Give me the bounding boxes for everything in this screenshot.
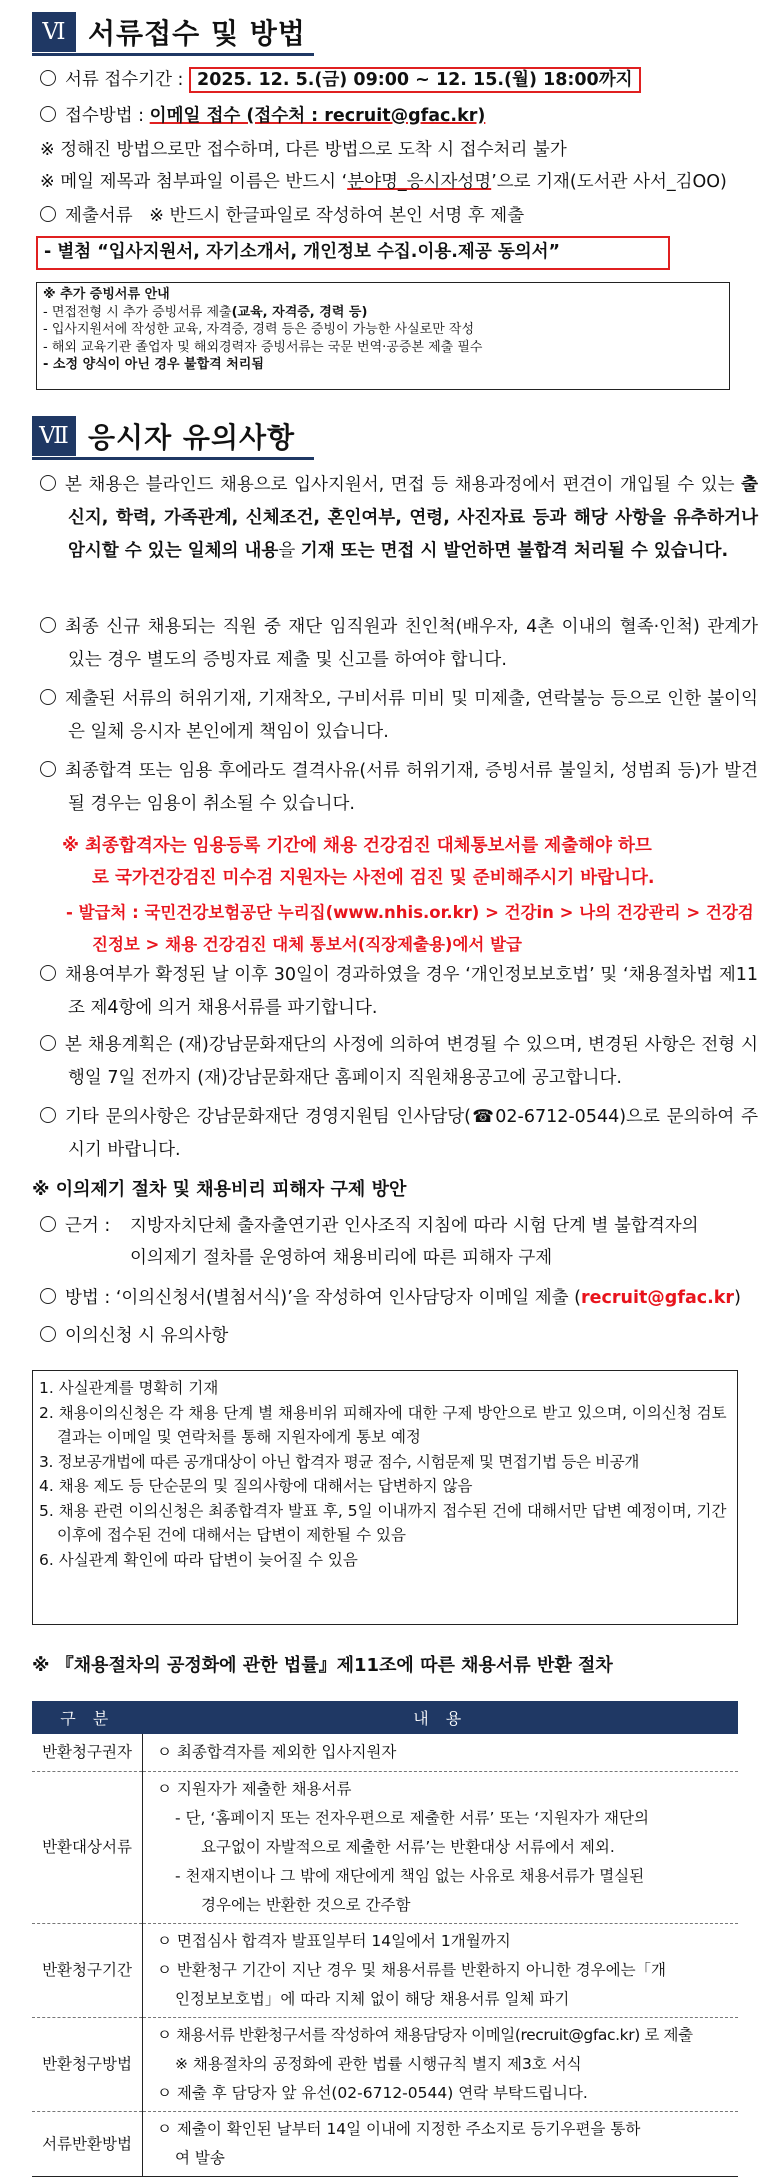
bullet-circle-icon	[40, 1216, 56, 1232]
row-value: 경우에는 반환한 것으로 간주함	[201, 1896, 411, 1914]
caution-item: 2. 채용이의신청은 각 채용 단계 별 채용비위 피해자에 대한 구제 방안으로 받고 있으며, 이의신청 검토결과는 이메일 및 연락처를 통해 지원자에게 통보 예정	[39, 1403, 727, 1446]
row-label: 서류반환방법	[32, 2112, 143, 2177]
section-6-number: Ⅵ	[32, 12, 76, 52]
row-label: 반환대상서류	[32, 1772, 143, 1924]
row-label: 반환청구권자	[32, 1734, 143, 1772]
row-value: ㅇ 제출 후 담당자 앞 유선(02-6712-0544) 연락 부탁드립니다.	[157, 2084, 588, 2102]
bullet-circle-icon	[40, 689, 56, 705]
bullet-circle-icon	[40, 70, 56, 86]
health-check-notice-line2: 로 국가건강검진 미수검 지원자는 사전에 검진 및 준비해주시기 바랍니다.	[92, 868, 655, 888]
row-value: ㅇ 채용서류 반환청구서를 작성하여 채용담당자 이메일(recruit@gfac.kr) 로 제출	[157, 2026, 693, 2044]
period-highlight-box: 2025. 12. 5.(금) 09:00 ~ 12. 15.(월) 18:00까지	[189, 67, 641, 93]
bullet-circle-icon	[40, 761, 56, 777]
bullet-circle-icon	[40, 617, 56, 633]
attachment-forms: - 별첨 “입사지원서, 자기소개서, 개인정보 수집.이용.제공 동의서”	[44, 242, 561, 262]
row-value: ㅇ 제출이 확인된 날부터 14일 이내에 지정한 주소지로 등기우편을 통하	[157, 2120, 641, 2138]
bullet-circle-icon	[40, 1288, 56, 1304]
file-naming-highlight: 분야명_응시자성명	[347, 172, 492, 192]
caution-item: 3. 정보공개법에 따른 공개대상이 아닌 합격자 평균 점수, 시험문제 및 면접기법 등은 비공개	[39, 1452, 640, 1471]
section-7-title: 응시자 유의사항	[88, 421, 296, 454]
notice-document-disposal: 채용여부가 확정된 날 이후 30일이 경과하였을 경우 ‘개인정보보호법’ 및 ‘채용절차법 제11조 제4항에 의거 채용서류를 파기합니다.	[40, 959, 758, 1025]
bullet-circle-icon	[40, 965, 56, 981]
extra-docs-item: - 소정 양식이 아닌 경우 불합격 처리됨	[43, 357, 264, 372]
caution-item: 1. 사실관계를 명확히 기재	[39, 1379, 219, 1397]
caution-item: 5. 채용 관련 이의신청은 최종합격자 발표 후, 5일 이내까지 접수된 건에 대해서만 답변 예정이며, 기간 이후에 접수된 건에 대해서는 답변이 제한될 수 있음	[39, 1501, 727, 1544]
attachment-highlight-box	[36, 236, 670, 270]
row-value: - 천재지변이나 그 밖에 재단에게 책임 없는 사유로 채용서류가 멸실된	[175, 1867, 645, 1885]
notice-disqualification: 최종합격 또는 임용 후에라도 결격사유(서류 허위기재, 증빙서류 불일치, 성범죄 등)가 발견될 경우는 임용이 취소될 수 있습니다.	[40, 755, 758, 821]
section-7-header	[32, 416, 295, 456]
objection-caution-box	[32, 1370, 738, 1625]
notice-blind-recruitment: 본 채용은 블라인드 채용으로 입사지원서, 면접 등 채용과정에서 편견이 개입될 수 있는 출신지, 학력, 가족관계, 신체조건, 혼인여부, 연령, 사진자료 등과 해당 사항을 유추하거나 암시할 수 있는 일체의 내용을 기재 또는 면접 시 발언하면 불합격 처리될 수 있습니다.	[40, 469, 758, 568]
note-method-only: ※ 정해진 방법으로만 접수하며, 다른 방법으로 도착 시 접수처리 불가	[40, 140, 567, 160]
note-file-naming: ※ 메일 제목과 첨부파일 이름은 반드시 ‘분야명_응시자성명’으로 기재(도서관 사서_김OO)	[40, 172, 727, 192]
return-title: ※ 『채용절차의 공정화에 관한 법률』제11조에 따른 채용서류 반환 절차	[32, 1655, 613, 1676]
table-row	[32, 1734, 738, 1772]
issuer-path-line2: 진정보 > 채용 건강검진 대체 통보서(직장제출용)에서 발급	[92, 935, 522, 954]
section-6-underline	[32, 53, 314, 56]
section-6-header	[32, 12, 306, 52]
section-7-number: Ⅶ	[32, 416, 76, 456]
row-value: 인정보보호법」에 따라 지체 없이 해당 채용서류 일체 파기	[175, 1990, 570, 2008]
objection-email: recruit@gfac.kr	[580, 1288, 735, 1308]
notice-relatives: 최종 신규 채용되는 직원 중 재단 임직원과 친인척(배우자, 4촌 이내의 혈족·인척) 관계가 있는 경우 별도의 증빙자료 제출 및 신고를 하여야 합니다.	[40, 611, 758, 677]
issuer-path-line1: - 발급처 : 국민건강보험공단 누리집(www.nhis.or.kr) > 건강in > 나의 건강관리 > 건강검	[66, 903, 754, 922]
row-value: ㅇ 지원자가 제출한 채용서류	[157, 1780, 352, 1798]
application-method: 접수방법 : 이메일 접수 (접수처 : recruit@gfac.kr)	[40, 104, 760, 128]
bullet-circle-icon	[40, 475, 56, 491]
bullet-circle-icon	[40, 1035, 56, 1051]
bullet-circle-icon	[40, 106, 56, 122]
method-value: 이메일 접수 (접수처 : recruit@gfac.kr)	[149, 106, 486, 126]
extra-docs-box	[36, 282, 730, 390]
section-6-title: 서류접수 및 방법	[88, 17, 306, 50]
section-7-underline	[32, 457, 314, 460]
extra-docs-item: - 입사지원서에 작성한 교육, 자격증, 경력 등은 증빙이 가능한 사실로만 작성	[43, 322, 475, 337]
column-header-content: 내 용	[143, 1701, 739, 1734]
extra-docs-title: ※ 추가 증빙서류 안내	[43, 287, 170, 302]
notice-plan-change: 본 채용계획은 (재)강남문화재단의 사정에 의하여 변경될 수 있으며, 변경된 사항은 전형 시행일 7일 전까지 (재)강남문화재단 홈페이지 직원채용공고에 공고합니다.	[40, 1029, 758, 1095]
extra-docs-item: - 해외 교육기관 졸업자 및 해외경력자 증빙서류는 국문 번역·공증본 제출 필수	[43, 339, 483, 355]
bullet-circle-icon	[40, 1107, 56, 1123]
row-label: 반환청구기간	[32, 1924, 143, 2018]
caution-item: 4. 채용 제도 등 단순문의 및 질의사항에 대해서는 답변하지 않음	[39, 1477, 473, 1495]
return-procedure-table	[32, 1701, 738, 2177]
extra-docs-item: - 면접전형 시 추가 증빙서류 제출(교육, 자격증, 경력 등)	[43, 304, 368, 320]
table-row	[32, 2112, 738, 2177]
row-label: 반환청구방법	[32, 2018, 143, 2112]
table-row	[32, 1772, 738, 1924]
column-header-category: 구 분	[32, 1701, 143, 1734]
row-value: - 단, ‘홈페이지 또는 전자우편으로 제출한 서류’ 또는 ‘지원자가 재단의	[175, 1809, 649, 1827]
objection-title: ※ 이의제기 절차 및 채용비리 피해자 구제 방안	[32, 1179, 407, 1200]
table-header-row	[32, 1701, 738, 1734]
application-period: 서류 접수기간 : 2025. 12. 5.(금) 09:00 ~ 12. 15.(월) 18:00까지	[40, 68, 760, 92]
objection-method: 방법 : ‘이의신청서(별첨서식)’을 작성하여 인사담당자 이메일 제출 (recruit@gfac.kr)	[40, 1286, 760, 1310]
bullet-circle-icon	[40, 1326, 56, 1342]
row-value: ※ 채용절차의 공정화에 관한 법률 시행규칙 별지 제3호 서식	[175, 2055, 582, 2073]
objection-basis: 근거 : 지방자치단체 출자출연기관 인사조직 지침에 따라 시험 단계 별 불합격자의	[40, 1214, 760, 1238]
submission-docs: 제출서류 ※ 반드시 한글파일로 작성하여 본인 서명 후 제출	[40, 204, 760, 228]
notice-inquiry: 기타 문의사항은 강남문화재단 경영지원팀 인사담당(☎02-6712-0544)으로 문의하여 주시기 바랍니다.	[40, 1101, 758, 1167]
row-value: ㅇ 면접심사 합격자 발표일부터 14일에서 1개월까지	[157, 1932, 511, 1950]
row-value: 여 발송	[175, 2149, 225, 2167]
row-value: ㅇ 반환청구 기간이 지난 경우 및 채용서류를 반환하지 아니한 경우에는「개	[157, 1961, 667, 1979]
health-check-notice-line1: ※ 최종합격자는 임용등록 기간에 채용 건강검진 대체통보서를 제출해야 하므	[62, 836, 652, 856]
bullet-circle-icon	[40, 206, 56, 222]
table-row	[32, 2018, 738, 2112]
table-row	[32, 1924, 738, 2018]
caution-item: 6. 사실관계 확인에 따라 답변이 늦어질 수 있음	[39, 1550, 358, 1569]
row-value: 요구없이 자발적으로 제출한 서류’는 반환대상 서류에서 제외.	[201, 1838, 615, 1856]
objection-basis-line2: 이의제기 절차를 운영하여 채용비리에 따른 피해자 구제	[130, 1248, 553, 1268]
row-value: ㅇ 최종합격자를 제외한 입사지원자	[157, 1743, 397, 1761]
objection-caution: 이의신청 시 유의사항	[40, 1324, 760, 1348]
notice-false-documents: 제출된 서류의 허위기재, 기재착오, 구비서류 미비 및 미제출, 연락불능 등으로 인한 불이익은 일체 응시자 본인에게 책임이 있습니다.	[40, 683, 758, 749]
